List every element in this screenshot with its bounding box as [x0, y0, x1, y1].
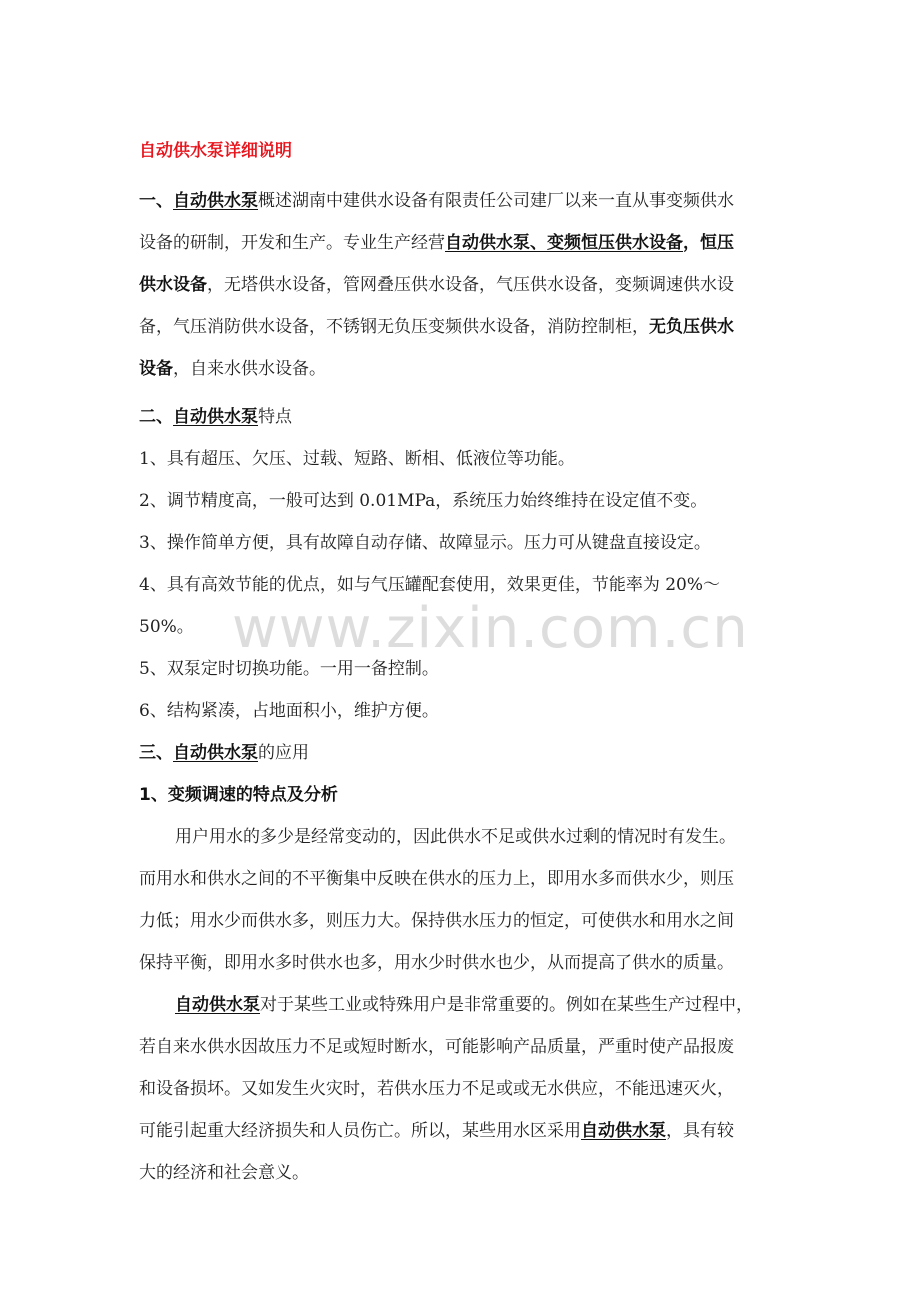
bold-text: 设备: [139, 359, 173, 379]
bold-text: 无负压供水: [649, 317, 734, 337]
keyword-link[interactable]: 自动供水泵: [581, 1121, 666, 1141]
keyword-link[interactable]: 自动供水泵、变频恒压供水设备: [445, 233, 683, 253]
section-number: 二、: [139, 407, 173, 427]
section-heading: [139, 396, 784, 438]
paragraph-line: 用户用水的多少是经常变动的，因此供水不足或供水过剩的情况时有发生。: [175, 827, 736, 847]
text: 对于某些工业或特殊用户是非常重要的。例如在某些生产过程中，: [260, 995, 753, 1015]
intro-line-3: [139, 264, 784, 306]
bold-text: 供水设备: [139, 275, 207, 295]
watermark: www.zixin.com.cn: [232, 596, 749, 661]
paragraph-line: [139, 984, 784, 1026]
section-heading: [139, 732, 784, 774]
intro-paragraph: [139, 180, 784, 390]
paragraph-line: 若自来水供水因故压力不足或短时断水，可能影响产品质量，严重时使产品报废: [139, 1037, 734, 1057]
keyword-link[interactable]: 自动供水泵: [173, 407, 258, 427]
text: 概述湖南中建供水设备有限责任公司建厂以来一直从事变频供水: [258, 191, 734, 211]
list-item: 4、具有高效节能的优点，如与气压罐配套使用，效果更佳，节能率为 20%～: [139, 575, 721, 595]
paragraph-line: 大的经济和社会意义。: [139, 1163, 309, 1183]
list-item: 2、调节精度高，一般可达到 0.01MPa，系统压力始终维持在设定值不变。: [139, 491, 708, 511]
text: 的应用: [258, 743, 309, 763]
bold-text: 恒压: [700, 233, 734, 253]
text: ，: [683, 233, 700, 253]
paragraph-line: 保持平衡，即用水多时供水也多，用水少时供水也少，从而提高了供水的质量。: [139, 953, 734, 973]
text: ，自来水供水设备。: [173, 359, 326, 379]
text: 设备的研制，开发和生产。专业生产经营: [139, 233, 445, 253]
list-item: 5、双泵定时切换功能。一用一备控制。: [139, 659, 439, 679]
text: 特点: [258, 407, 292, 427]
intro-line-1: [139, 180, 784, 222]
text: ，无塔供水设备，管网叠压供水设备，气压供水设备，变频调速供水设: [207, 275, 734, 295]
section-number: 三、: [139, 743, 173, 763]
list-item: 6、结构紧凑，占地面积小，维护方便。: [139, 701, 439, 721]
list-item: 3、操作简单方便，具有故障自动存储、故障显示。压力可从键盘直接设定。: [139, 533, 711, 553]
list-item-continued: 50%。: [139, 617, 194, 637]
features-section: [139, 396, 784, 732]
intro-line-4: [139, 306, 784, 348]
text: 备，气压消防供水设备，不锈钢无负压变频供水设备，消防控制柜，: [139, 317, 649, 337]
subheading: 1、变频调速的特点及分析: [139, 785, 338, 805]
text: ，具有较: [666, 1121, 734, 1141]
document-title: 自动供水泵详细说明: [139, 141, 292, 161]
text: 可能引起重大经济损失和人员伤亡。所以，某些用水区采用: [139, 1121, 581, 1141]
list-item: 1、具有超压、欠压、过载、短路、断相、低液位等功能。: [139, 449, 575, 469]
keyword-link[interactable]: 自动供水泵: [175, 995, 260, 1015]
paragraph-line: 和设备损坏。又如发生火灾时，若供水压力不足或或无水供应，不能迅速灭火，: [139, 1079, 734, 1099]
paragraph-line: [139, 1110, 784, 1152]
keyword-link[interactable]: 自动供水泵: [173, 191, 258, 211]
section-number: 一、: [139, 191, 173, 211]
paragraph-line: 而用水和供水之间的不平衡集中反映在供水的压力上，即用水多而供水少，则压: [139, 869, 734, 889]
intro-line-5: [139, 348, 784, 390]
keyword-link[interactable]: 自动供水泵: [173, 743, 258, 763]
intro-line-2: [139, 222, 784, 264]
application-section: [139, 732, 784, 1194]
paragraph-line: 力低；用水少而供水多，则压力大。保持供水压力的恒定，可使供水和用水之间: [139, 911, 734, 931]
